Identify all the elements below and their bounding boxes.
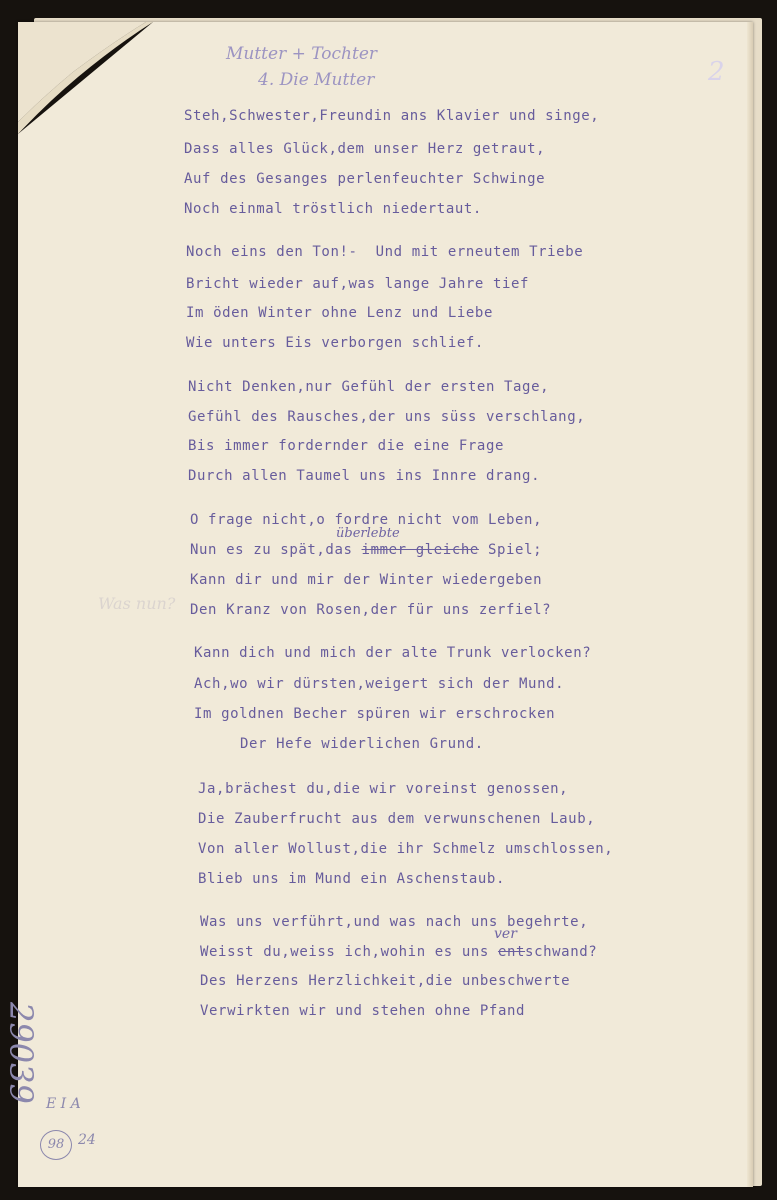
poem-line: Steh,Schwester,Freundin ans Klavier und singe, xyxy=(184,108,600,124)
handwritten-header-note: Mutter + Tochter xyxy=(226,44,377,64)
poem-line: Nicht Denken,nur Gefühl der ersten Tage, xyxy=(188,379,550,395)
poem-line: Noch einmal tröstlich niedertaut. xyxy=(184,201,482,217)
poem-line: Kann dir und mir der Winter wiedergeben xyxy=(190,572,543,588)
poem-line: Noch eins den Ton!- Und mit erneutem Triebe xyxy=(186,244,584,260)
poem-line: Was uns verführt,und was nach uns begehrte, xyxy=(200,914,589,930)
poem-line: Der Hefe widerlichen Grund. xyxy=(240,736,484,752)
poem-line: Auf des Gesanges perlenfeuchter Schwinge xyxy=(184,171,546,187)
document-page xyxy=(2,22,753,1187)
poem-line: Durch allen Taumel uns ins Innre drang. xyxy=(188,468,541,484)
poem-line-with-correction xyxy=(200,944,597,960)
page-number: 2 xyxy=(708,57,725,87)
poem-line: Wie unters Eis verborgen schlief. xyxy=(186,335,484,351)
archive-code-number: 24 xyxy=(78,1132,96,1148)
struck-text: immer gleiche xyxy=(361,542,479,558)
poem-line: Im öden Winter ohne Lenz und Liebe xyxy=(186,305,493,321)
poem-line-end: schwand? xyxy=(525,944,598,960)
poem-line-end: Spiel; xyxy=(478,542,543,558)
poem-line: Im goldnen Becher spüren wir erschrocken xyxy=(194,706,556,722)
archive-number: 29039 xyxy=(2,1002,40,1104)
poem-line: Verwirkten wir und stehen ohne Pfand xyxy=(200,1003,526,1019)
poem-line: Des Herzens Herzlichkeit,die unbeschwerte xyxy=(200,973,571,989)
poem-line: Von aller Wollust,die ihr Schmelz umschlossen, xyxy=(198,841,614,857)
archive-code: E I A xyxy=(46,1096,81,1112)
faint-margin-note: Was nun? xyxy=(98,594,176,613)
struck-text: ent xyxy=(497,944,526,960)
poem-line: Ach,wo wir dürsten,weigert sich der Mund. xyxy=(194,676,565,692)
handwritten-insertion: ver xyxy=(494,926,517,942)
poem-line-start: Nun es zu spät,das xyxy=(190,542,362,558)
poem-line: Bis immer fordernder die eine Frage xyxy=(188,438,505,454)
poem-line: Dass alles Glück,dem unser Herz getraut, xyxy=(184,141,546,157)
poem-line: Die Zauberfrucht aus dem verwunschenen Laub, xyxy=(198,811,596,827)
handwritten-header-subtitle: 4. Die Mutter xyxy=(258,70,375,90)
poem-line: O frage nicht,o fordre nicht vom Leben, xyxy=(190,512,543,528)
handwritten-insertion: überlebte xyxy=(336,526,400,541)
poem-line-with-correction xyxy=(190,542,542,558)
poem-line-start: Weisst du,weiss ich,wohin es uns xyxy=(200,944,498,960)
folded-corner xyxy=(18,22,158,142)
poem-line: Bricht wieder auf,was lange Jahre tief xyxy=(186,276,530,292)
poem-line: Blieb uns im Mund ein Aschenstaub. xyxy=(198,871,505,887)
poem-line: Ja,brächest du,die wir voreinst genossen, xyxy=(198,781,569,797)
poem-line: Den Kranz von Rosen,der für uns zerfiel? xyxy=(190,602,552,618)
poem-line: Gefühl des Rausches,der uns süss verschlang, xyxy=(188,409,586,425)
poem-line: Kann dich und mich der alte Trunk verlocken? xyxy=(194,645,592,661)
circled-page-number: 98 xyxy=(40,1130,72,1160)
